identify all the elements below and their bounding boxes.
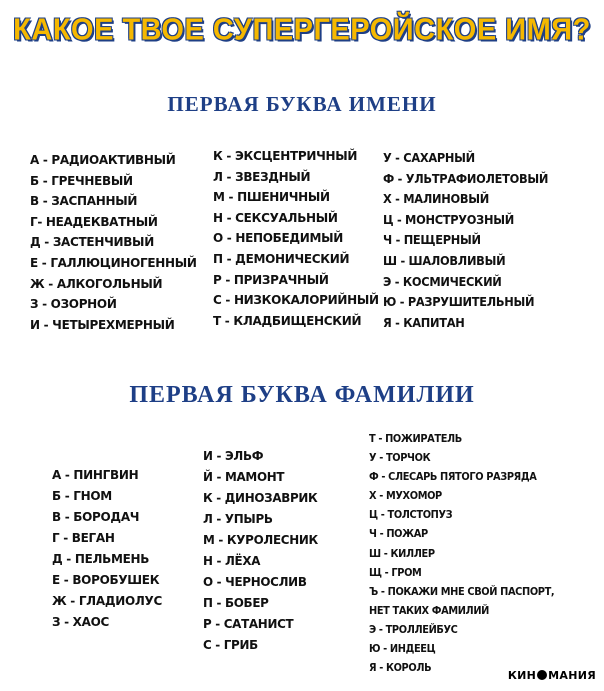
last-name-entry: Ъ - ПОКАЖИ МНЕ СВОЙ ПАСПОРТ, xyxy=(369,585,555,598)
first-name-entry: Р - ПРИЗРАЧНЫЙ xyxy=(213,272,329,287)
first-name-entry: Б - ГРЕЧНЕВЫЙ xyxy=(30,173,133,188)
first-name-column-2 xyxy=(213,146,379,331)
first-name-entry: П - ДЕМОНИЧЕСКИЙ xyxy=(213,251,350,266)
last-name-entry: Н - ЛЁХА xyxy=(203,554,261,568)
logo-text-end: МАНИЯ xyxy=(548,669,596,682)
first-name-entry: Э - КОСМИЧЕСКИЙ xyxy=(383,274,502,289)
last-name-entry: Э - ТРОЛЛЕЙБУС xyxy=(369,623,458,636)
page-title: КАКОЕ ТВОЕ СУПЕРГЕРОЙСКОЕ ИМЯ? xyxy=(13,13,591,47)
first-name-entry: Ф - УЛЬТРАФИОЛЕТОВЫЙ xyxy=(383,171,549,186)
first-name-entry: Л - ЗВЕЗДНЫЙ xyxy=(213,169,311,184)
logo-o-icon xyxy=(537,670,547,680)
last-name-column-3 xyxy=(369,430,567,678)
last-name-entry: А - ПИНГВИН xyxy=(52,468,139,482)
first-name-entry: Ц - МОНСТРУОЗНЫЙ xyxy=(383,212,514,227)
first-name-entry: Ж - АЛКОГОЛЬНЫЙ xyxy=(30,276,163,291)
last-name-entry: Щ - ГРОМ xyxy=(369,566,422,579)
last-name-entry: Д - ПЕЛЬМЕНЬ xyxy=(52,552,150,566)
kinomania-logo xyxy=(508,669,596,682)
first-name-entry: З - ОЗОРНОЙ xyxy=(30,297,117,312)
last-name-entry: Е - ВОРОБУШЕК xyxy=(52,573,160,587)
last-name-entry: К - ДИНОЗАВРИК xyxy=(203,491,318,505)
first-name-entry: С - НИЗКОКАЛОРИЙНЫЙ xyxy=(213,293,379,308)
last-name-entry: О - ЧЕРНОСЛИВ xyxy=(203,575,307,589)
last-name-entry: М - КУРОЛЕСНИК xyxy=(203,533,318,547)
last-name-column-1 xyxy=(52,465,162,633)
last-name-entry: Ж - ГЛАДИОЛУС xyxy=(52,594,162,608)
first-name-entry: Ч - ПЕЩЕРНЫЙ xyxy=(383,233,481,248)
last-name-entry: С - ГРИБ xyxy=(203,638,258,652)
last-name-heading: ПЕРВАЯ БУКВА ФАМИЛИИ xyxy=(129,382,475,408)
last-name-entry: Ч - ПОЖАР xyxy=(369,528,428,541)
first-name-entry: В - ЗАСПАННЫЙ xyxy=(30,194,138,209)
first-name-entry: Ю - РАЗРУШИТЕЛЬНЫЙ xyxy=(383,295,535,310)
last-name-entry: У - ТОРЧОК xyxy=(369,452,431,465)
first-name-entry: Т - КЛАДБИЩЕНСКИЙ xyxy=(213,313,362,328)
logo-text-start: КИН xyxy=(507,669,537,682)
last-name-entry: Ф - СЛЕСАРЬ ПЯТОГО РАЗРЯДА xyxy=(369,471,537,484)
first-name-heading: ПЕРВАЯ БУКВА ИМЕНИ xyxy=(167,92,437,116)
first-name-column-1 xyxy=(30,150,197,335)
last-name-entry: П - БОБЕР xyxy=(203,596,269,610)
last-name-entry: Ц - ТОЛСТОПУЗ xyxy=(369,509,453,522)
first-name-entry: И - ЧЕТЫРЕХМЕРНЫЙ xyxy=(30,317,175,332)
first-name-entry: Х - МАЛИНОВЫЙ xyxy=(383,192,489,207)
last-name-entry: Ш - КИЛЛЕР xyxy=(369,547,435,560)
first-name-entry: К - ЭКСЦЕНТРИЧНЫЙ xyxy=(213,149,358,163)
last-name-entry: Ю - ИНДЕЕЦ xyxy=(369,643,436,656)
first-name-entry: Д - ЗАСТЕНЧИВЫЙ xyxy=(30,235,154,250)
first-name-entry: Н - СЕКСУАЛЬНЫЙ xyxy=(213,210,338,225)
first-name-entry: У - САХАРНЫЙ xyxy=(383,151,475,165)
last-name-entry: Б - ГНОМ xyxy=(52,489,112,503)
first-name-entry: Г- НЕАДЕКВАТНЫЙ xyxy=(30,214,158,229)
last-name-column-2 xyxy=(203,446,319,656)
last-name-entry: Й - МАМОНТ xyxy=(203,470,285,484)
last-name-entry: Я - КОРОЛЬ xyxy=(369,662,432,675)
last-name-entry: И - ЭЛЬФ xyxy=(203,449,264,463)
first-name-entry: О - НЕПОБЕДИМЫЙ xyxy=(213,231,344,246)
last-name-entry: Т - ПОЖИРАТЕЛЬ xyxy=(369,433,462,445)
last-name-entry: Р - САТАНИСТ xyxy=(203,617,294,631)
last-name-entry: Х - МУХОМОР xyxy=(369,490,442,503)
last-name-entry: Л - УПЫРЬ xyxy=(203,512,273,526)
last-name-entry: НЕТ ТАКИХ ФАМИЛИЙ xyxy=(369,604,489,617)
first-name-entry: Е - ГАЛЛЮЦИНОГЕННЫЙ xyxy=(30,255,197,270)
first-name-entry: Я - КАПИТАН xyxy=(383,315,465,330)
first-name-entry: А - РАДИОАКТИВНЫЙ xyxy=(30,153,176,167)
last-name-entry: З - ХАОС xyxy=(52,615,110,629)
first-name-entry: М - ПШЕНИЧНЫЙ xyxy=(213,190,330,205)
last-name-entry: Г - ВЕГАН xyxy=(52,531,115,545)
first-name-column-3 xyxy=(383,148,557,333)
last-name-entry: В - БОРОДАЧ xyxy=(52,510,140,524)
first-name-entry: Ш - ШАЛОВЛИВЫЙ xyxy=(383,253,506,268)
